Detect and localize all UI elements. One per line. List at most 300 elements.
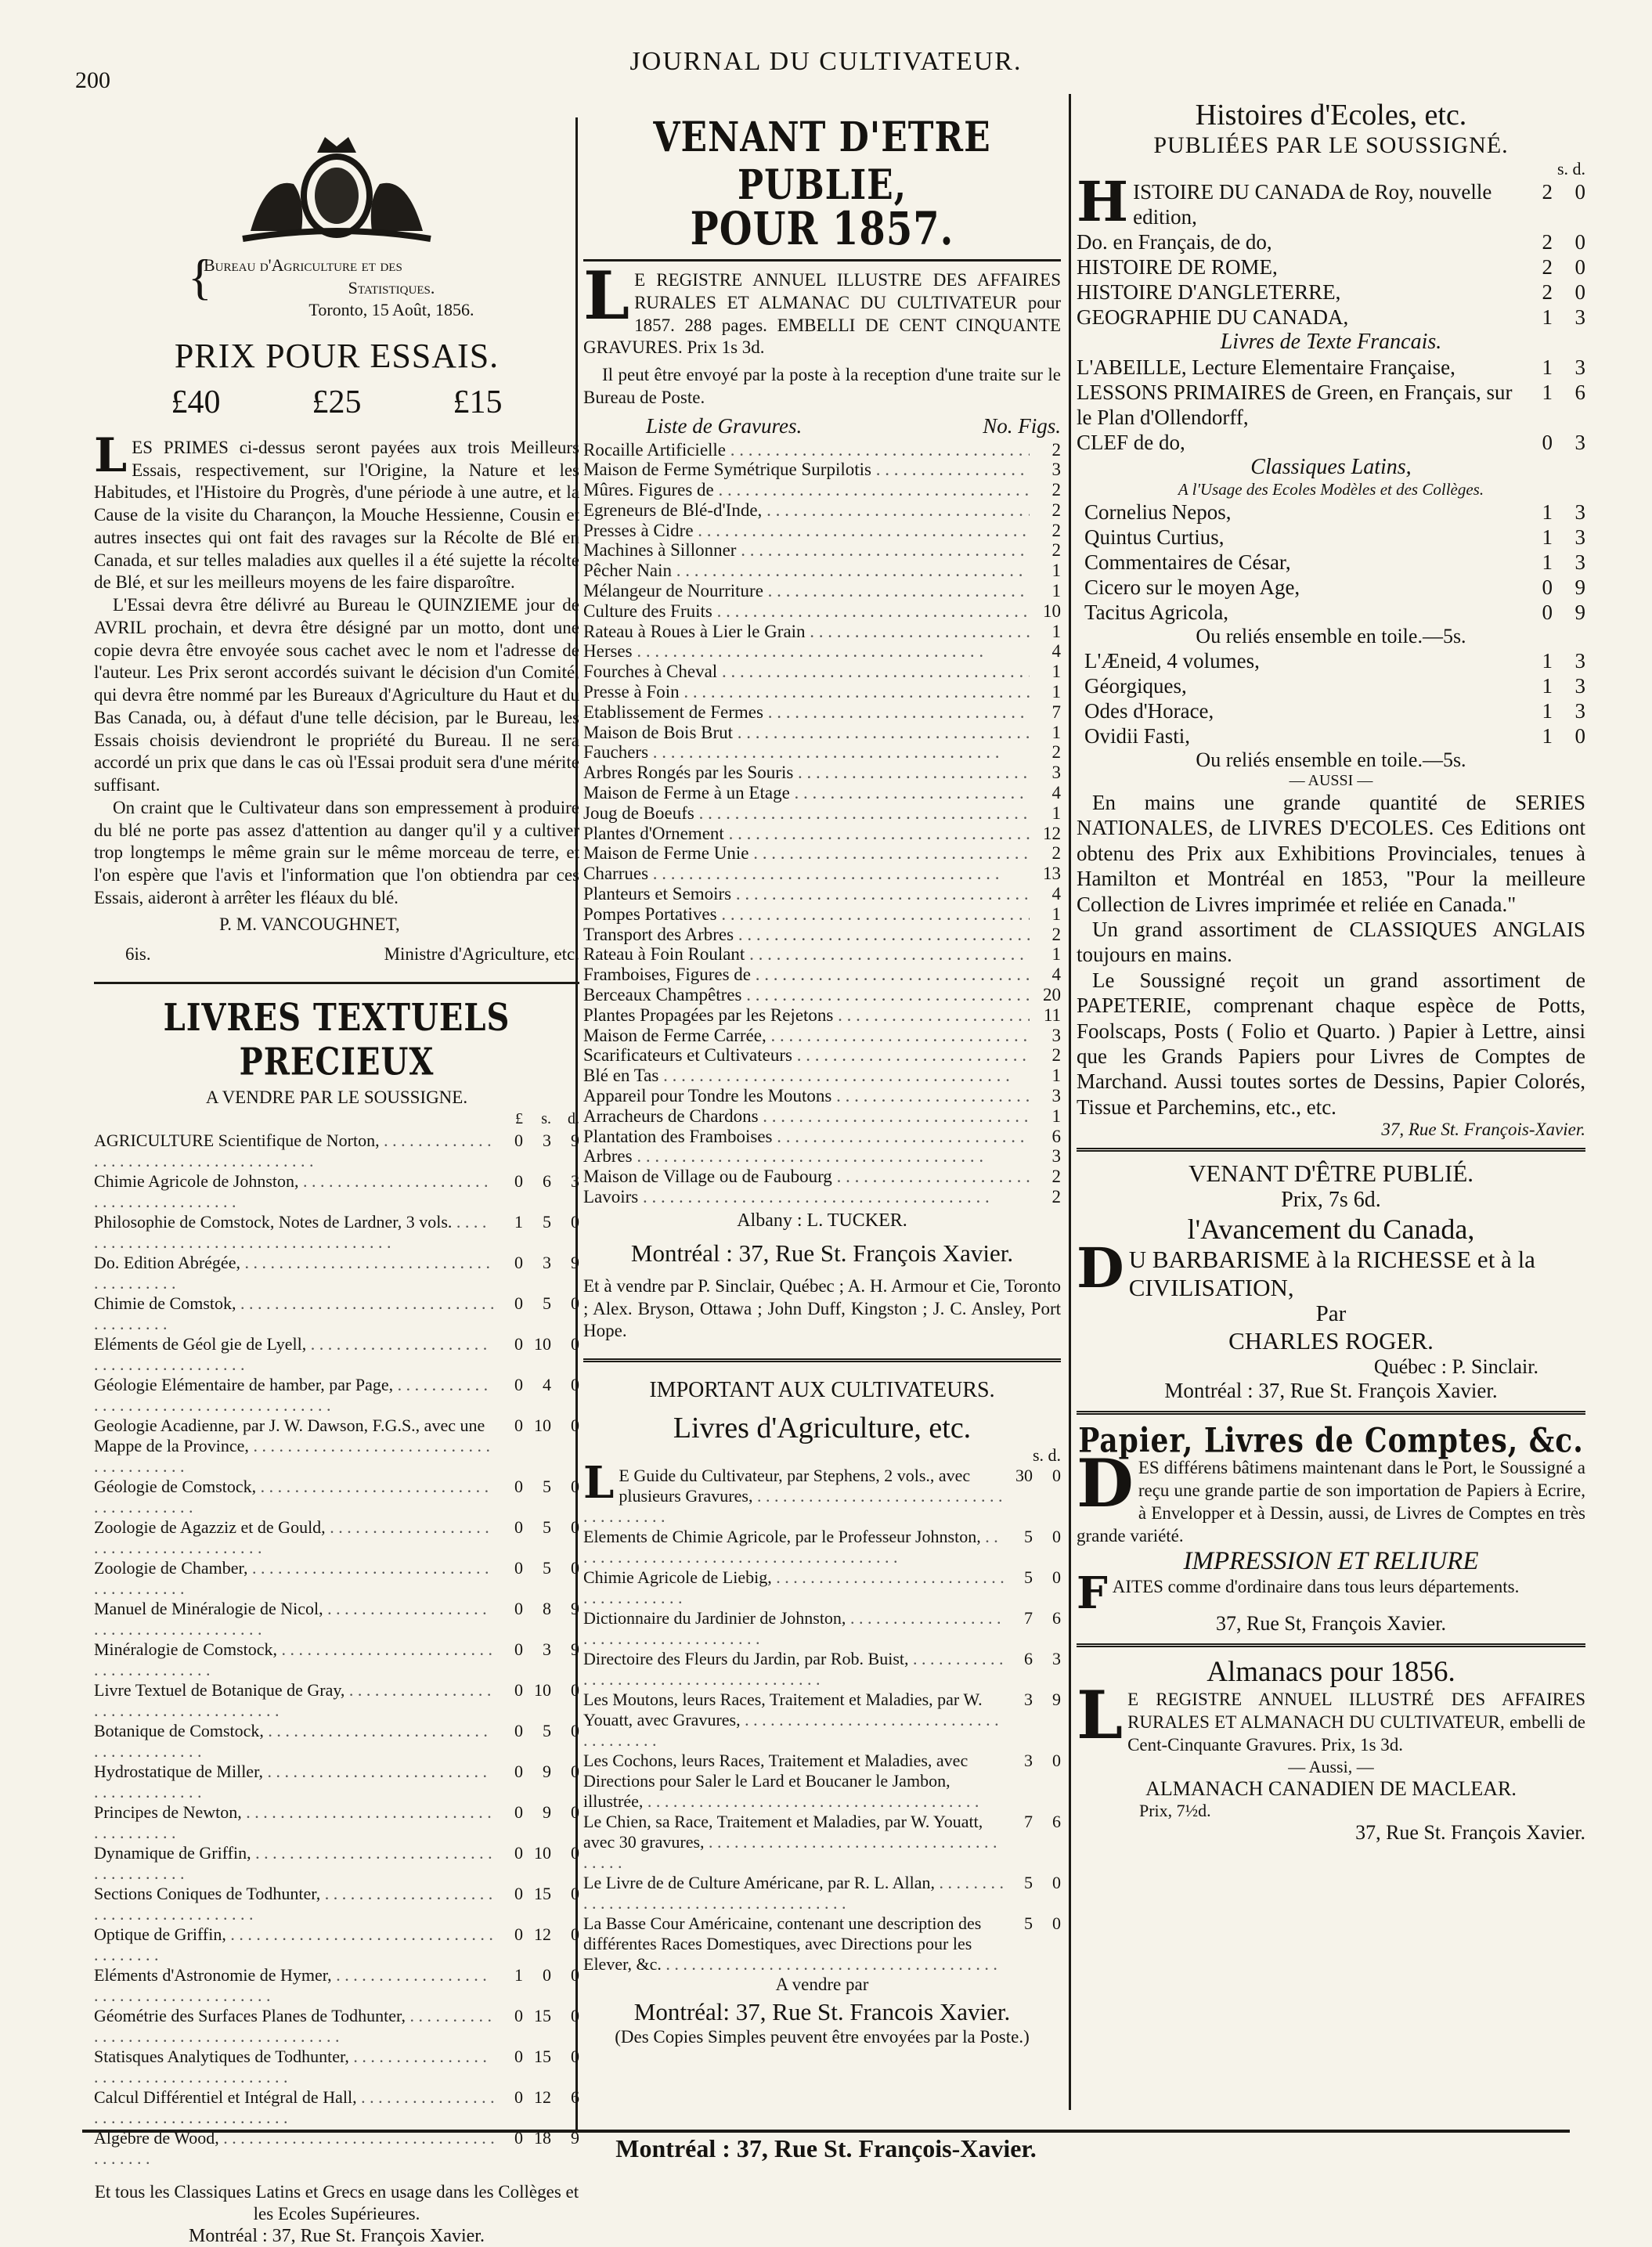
gravure-count: 4 xyxy=(1051,783,1061,803)
histoire-row xyxy=(1133,179,1585,229)
gravure-row xyxy=(583,500,1061,521)
agri-d: 0 xyxy=(1052,1751,1061,1771)
livres-s: 10 xyxy=(534,1415,551,1435)
latin-d: 3 xyxy=(1574,500,1585,524)
gravure-title: Framboises, Figures de . . . xyxy=(583,965,1030,985)
gravure-count: 2 xyxy=(1051,742,1061,763)
agri-s: 7 xyxy=(1024,1812,1033,1832)
gravure-title: Rateau à Foin Roulant . . . xyxy=(583,944,1030,965)
livres-title: Calcul Différentiel et Intégral de Hall, . . . xyxy=(94,2087,495,2128)
latin2-title: L'Æneid, 4 volumes, xyxy=(1084,649,1260,673)
livres-row xyxy=(94,2006,579,2047)
latin-sub: A l'Usage des Ecoles Modèles et des Collèges. xyxy=(1178,480,1484,499)
livres-l: 0 xyxy=(514,1170,523,1191)
livres-list xyxy=(94,1131,579,2169)
gravure-row xyxy=(583,1127,1061,1147)
page-number: 200 xyxy=(75,67,110,93)
faites-para xyxy=(1077,1567,1585,1620)
livres-d: 0 xyxy=(571,1761,579,1781)
dropcap: D xyxy=(1077,1235,1124,1301)
gravure-count: 1 xyxy=(1051,682,1061,702)
agri-d: 0 xyxy=(1052,1527,1061,1547)
livres-title: Eléments d'Astronomie de Hymer, . . . xyxy=(94,1965,495,2006)
livres-title: Géométrie des Surfaces Planes de Todhunter, . . . xyxy=(94,2006,495,2047)
livres-title: Chimie Agricole de Johnston, . . . xyxy=(94,1171,495,1212)
gravure-title: Lavoirs . . . xyxy=(583,1187,1030,1207)
gravure-title: Rocaille Artificielle . . . xyxy=(583,440,1030,460)
gravure-row xyxy=(583,742,1061,763)
agri-list xyxy=(583,1466,1061,1975)
agri-row xyxy=(583,1690,1061,1751)
livres-d: 0 xyxy=(571,1374,579,1394)
livres-d: 9 xyxy=(571,1639,579,1659)
journal-title: JOURNAL DU CULTIVATEUR. xyxy=(629,47,1023,76)
gravure-count: 11 xyxy=(1043,1004,1061,1025)
gravure-row xyxy=(583,521,1061,541)
histoires-subtitle: PUBLIÉES PAR LE SOUSSIGNÉ. xyxy=(1153,132,1509,158)
livres-title: Statisques Analytiques de Todhunter, . . . xyxy=(94,2047,495,2087)
sign-right: Ministre d'Agriculture, etc. xyxy=(384,943,579,964)
livres-row xyxy=(94,1680,579,1721)
col-l: £ xyxy=(515,1109,523,1127)
livres-d: 6 xyxy=(571,2086,579,2107)
almanacs-title: Almanacs pour 1856. xyxy=(1207,1656,1455,1689)
gravure-title: Maison de Ferme Carrée, . . . xyxy=(583,1026,1030,1046)
gravure-title: Pêcher Nain . . . xyxy=(583,561,1030,581)
livres-cols xyxy=(94,1108,579,1131)
agri-row xyxy=(583,1812,1061,1873)
livres-s: 9 xyxy=(543,1761,551,1781)
gravure-count: 20 xyxy=(1043,985,1061,1005)
barbarisme xyxy=(1077,1235,1585,1301)
latin-title: Cicero sur le moyen Age, xyxy=(1084,575,1300,599)
gravure-count: 1 xyxy=(1051,722,1061,742)
latin-d: 3 xyxy=(1574,550,1585,574)
livres-s: 3 xyxy=(543,1252,551,1272)
latin2-d: 3 xyxy=(1574,649,1585,673)
livres-row xyxy=(94,1762,579,1802)
agri-title: Dictionnaire du Jardinier de Johnston, . . . xyxy=(583,1608,1005,1649)
livres-l: 0 xyxy=(514,1293,523,1313)
livres-row xyxy=(94,1843,579,1884)
livres-l: 0 xyxy=(514,1842,523,1863)
dropcap: L xyxy=(1077,1676,1124,1755)
gravure-count: 1 xyxy=(1051,581,1061,601)
gravure-title: Mélangeur de Nourriture . . . xyxy=(583,581,1030,601)
albany: Albany : L. TUCKER. xyxy=(737,1210,907,1231)
livres-d: 0 xyxy=(571,1842,579,1863)
sellers: Et à vendre par P. Sinclair, Québec ; A. H. Armour et Cie, Toronto ; Alex. Bryson, Ottawa ; John Duff, Kingston ; J. C. Ansley, Port Hope. xyxy=(583,1275,1061,1341)
gravure-count: 2 xyxy=(1051,500,1061,520)
livres-row xyxy=(94,1721,579,1762)
gravure-title: Rateau à Roues à Lier le Grain . . . xyxy=(583,622,1030,642)
para-text: E REGISTRE ANNUEL ILLUSTRÉ DES AFFAIRES RURALES ET ALMANACH DU CULTIVATEUR, embelli de Cent-Cinquante Gravures. Prix, 1s 3d. xyxy=(1127,1690,1585,1755)
livres-d: 0 xyxy=(571,1211,579,1232)
almanacs-para xyxy=(1077,1676,1585,1756)
gravure-count: 1 xyxy=(1051,662,1061,682)
livres-s: 10 xyxy=(534,1333,551,1354)
gravure-row xyxy=(583,540,1061,561)
bracket: { xyxy=(188,249,212,305)
livres-title: Botanique de Comstock, . . . xyxy=(94,1721,495,1762)
dropcap: L xyxy=(583,1466,615,1509)
agri-d: 6 xyxy=(1052,1812,1061,1832)
gravure-count: 3 xyxy=(1051,1025,1061,1045)
agri-row xyxy=(583,1527,1061,1567)
livres-s: 18 xyxy=(534,2127,551,2148)
livres-d: 0 xyxy=(571,1476,579,1496)
gravure-row xyxy=(583,440,1061,460)
address-3: 37, Rue St, François Xavier. xyxy=(1216,1612,1446,1636)
livres-l: 1 xyxy=(514,1211,523,1232)
venant-publie: VENANT D'ÊTRE PUBLIÉ. xyxy=(1188,1160,1474,1188)
gravure-row xyxy=(583,864,1061,884)
gravure-row xyxy=(583,1167,1061,1187)
livres-row xyxy=(94,1802,579,1843)
texte-d: 3 xyxy=(1574,431,1585,454)
gravure-count: 2 xyxy=(1051,924,1061,944)
gravure-title: Mûres. Figures de . . . xyxy=(583,480,1030,500)
livres-l: 0 xyxy=(514,2046,523,2066)
livres-d: 0 xyxy=(571,1517,579,1537)
gravure-title: Fourches à Cheval . . . xyxy=(583,662,1030,682)
agri-title: Le Livre de de Culture Américane, par R. L. Allan, . . . xyxy=(583,1873,1005,1913)
livres-title: AGRICULTURE Scientifique de Norton, . . . xyxy=(94,1131,495,1171)
texte-s: 1 xyxy=(1542,355,1553,379)
gravure-count: 1 xyxy=(1051,944,1061,965)
gravure-row xyxy=(583,925,1061,945)
gravure-title: Pompes Portatives . . . xyxy=(583,904,1030,925)
agri-cols: s. d. xyxy=(1032,1445,1061,1466)
quebec: Québec : P. Sinclair. xyxy=(1373,1355,1538,1379)
livres-row xyxy=(94,1375,579,1416)
latin-d: 9 xyxy=(1574,601,1585,624)
gravure-row xyxy=(583,1066,1061,1086)
gravure-row xyxy=(583,480,1061,500)
agri-s: 5 xyxy=(1024,1913,1033,1934)
prix-amount: £25 xyxy=(312,384,362,420)
livres-footer: Et tous les Classiques Latins et Grecs en usage dans les Collèges et les Ecoles Supérieures. xyxy=(94,2181,579,2224)
par: Par xyxy=(1315,1301,1347,1327)
bureau-block xyxy=(188,249,579,322)
livres-title: Zoologie de Agazziz et de Gould, . . . xyxy=(94,1517,495,1558)
agri-row xyxy=(583,1873,1061,1913)
gravure-count: 4 xyxy=(1051,884,1061,904)
alm-aussi: — Aussi, — xyxy=(1288,1756,1374,1776)
gravure-row xyxy=(583,702,1061,723)
para-text: U BARBARISME à la RICHESSE et à la CIVILISATION, xyxy=(1128,1246,1535,1301)
divider xyxy=(583,1358,1061,1362)
gravures-head xyxy=(583,414,1061,438)
latin-row xyxy=(1084,600,1585,625)
signature: P. M. VANCOUGHNET, xyxy=(219,914,400,934)
texte-s: 1 xyxy=(1542,381,1553,404)
agri-s: 5 xyxy=(1024,1527,1033,1547)
address-4: 37, Rue St. François Xavier. xyxy=(1355,1820,1585,1844)
livres-title: Chimie de Comstok, . . . xyxy=(94,1293,495,1334)
histoires-cols: s. d. xyxy=(1556,159,1585,179)
livres-row xyxy=(94,2087,579,2128)
latin-title: Cornelius Nepos, xyxy=(1084,500,1232,524)
gravure-row xyxy=(583,622,1061,642)
gravure-row xyxy=(583,985,1061,1005)
gravure-row xyxy=(583,944,1061,965)
latin-row xyxy=(1084,500,1585,525)
livres-s: 5 xyxy=(543,1293,551,1313)
livres-l: 0 xyxy=(514,1517,523,1537)
gravure-title: Plantes Propagées par les Rejetons . . . xyxy=(583,1005,1030,1026)
papier-title: Papier, Livres de Comptes, &c. xyxy=(1078,1421,1584,1461)
column-rule-right xyxy=(1069,94,1071,2110)
agri-address: Montréal: 37, Rue St. Francois Xavier. xyxy=(633,1998,1011,2026)
footer-address: Montréal : 37, Rue St. François-Xavier. xyxy=(615,2134,1037,2162)
histoire-row xyxy=(1077,254,1585,280)
livres-l: 0 xyxy=(514,1333,523,1354)
livres-d: 0 xyxy=(571,1720,579,1740)
agri-s: 6 xyxy=(1024,1649,1033,1669)
livres-row xyxy=(94,1253,579,1293)
livres-d: 0 xyxy=(571,2046,579,2066)
bureau-line1: Bureau d'Agriculture et des xyxy=(204,255,402,275)
gravures-list xyxy=(583,440,1061,1207)
gravure-row xyxy=(583,723,1061,743)
livres-s: 5 xyxy=(543,1720,551,1740)
dropcap: D xyxy=(1077,1444,1134,1523)
livres-d: 3 xyxy=(571,1170,579,1191)
livres-row xyxy=(94,1293,579,1334)
livres-s: 0 xyxy=(543,1964,551,1985)
histoire-s: 1 xyxy=(1542,305,1553,329)
gravure-title: Maison de Village ou de Faubourg . . . xyxy=(583,1167,1030,1187)
divider xyxy=(1077,1643,1585,1647)
livres-d: 0 xyxy=(571,1293,579,1313)
livres-title: Géologie de Comstock, . . . xyxy=(94,1477,495,1517)
author: CHARLES ROGER. xyxy=(1228,1327,1434,1355)
histoire-d: 0 xyxy=(1574,280,1585,304)
livres-d: 9 xyxy=(571,1130,579,1150)
latin2-d: 3 xyxy=(1574,674,1585,698)
gravure-row xyxy=(583,641,1061,662)
histoires-title: Histoires d'Ecoles, etc. xyxy=(1195,99,1467,132)
agri-d: 0 xyxy=(1052,1567,1061,1588)
gravure-title: Appareil pour Tondre les Moutons . . . xyxy=(583,1086,1030,1106)
gravure-title: Maison de Bois Brut . . . xyxy=(583,723,1030,743)
gravure-title: Maison de Ferme Unie . . . xyxy=(583,843,1030,864)
histoire-title: HISTOIRE DE ROME, xyxy=(1077,255,1278,279)
relies-2: Ou reliés ensemble en toile.—5s. xyxy=(1196,748,1466,771)
livres-title: Minéralogie de Comstock, . . . xyxy=(94,1639,495,1680)
livres-l: 0 xyxy=(514,1679,523,1700)
gravure-title: Maison de Ferme Symétrique Surpilotis . . . xyxy=(583,460,1030,480)
bureau-line2: Statistiques. xyxy=(348,277,435,298)
gravure-count: 10 xyxy=(1043,601,1061,621)
latin-d: 3 xyxy=(1574,525,1585,549)
livres-row xyxy=(94,1599,579,1639)
livres-title: Manuel de Minéralogie de Nicol, . . . xyxy=(94,1599,495,1639)
texte-row xyxy=(1077,380,1585,430)
gravure-count: 6 xyxy=(1051,1126,1061,1146)
livres-l: 0 xyxy=(514,1415,523,1435)
agri-s: 5 xyxy=(1024,1567,1033,1588)
agri-title: Le Chien, sa Race, Traitement et Maladies, par W. Youatt, avec 30 gravures, . . . xyxy=(583,1812,1005,1873)
gravure-title: Herses . . . xyxy=(583,641,1030,662)
col-d: d. xyxy=(568,1109,579,1127)
agri-d: 6 xyxy=(1052,1608,1061,1628)
gravure-row xyxy=(583,460,1061,480)
livres-s: 5 xyxy=(543,1517,551,1537)
divider xyxy=(1077,1148,1585,1152)
livres-d: 0 xyxy=(571,1964,579,1985)
histoire-row xyxy=(1077,305,1585,330)
histoire-s: 2 xyxy=(1542,255,1553,279)
livres-row xyxy=(94,1639,579,1680)
gravure-count: 3 xyxy=(1051,460,1061,480)
gravure-count: 1 xyxy=(1051,903,1061,924)
gravure-row xyxy=(583,1026,1061,1046)
texte-title: LESSONS PRIMAIRES de Green, en Français, sur le Plan d'Ollendorff, xyxy=(1077,381,1513,429)
gravure-row xyxy=(583,803,1061,824)
latin-head: Classiques Latins, xyxy=(1250,455,1412,479)
gravure-title: Machines à Sillonner . . . xyxy=(583,540,1030,561)
histoire-s: 2 xyxy=(1542,180,1553,204)
livres-s: 12 xyxy=(534,1924,551,1944)
gravure-count: 2 xyxy=(1051,1045,1061,1066)
livres-s: 10 xyxy=(534,1679,551,1700)
agri-title: Les Moutons, leurs Races, Traitement et Maladies, par W. Youatt, avec Gravures, . . . xyxy=(583,1690,1005,1751)
livres-d: 0 xyxy=(571,2005,579,2025)
gravure-row xyxy=(583,1187,1061,1207)
livres-title: Livre Textuel de Botanique de Gray, . . . xyxy=(94,1680,495,1721)
prix-amounts xyxy=(125,384,548,421)
gravure-row xyxy=(583,763,1061,783)
gravure-row xyxy=(583,662,1061,682)
registre-intro xyxy=(583,257,1061,359)
histoire-d: 0 xyxy=(1574,180,1585,204)
livres-title: Optique de Griffin, . . . xyxy=(94,1924,495,1965)
agri-title: Chimie Agricole de Liebig, . . . xyxy=(583,1567,1005,1608)
gravure-count: 1 xyxy=(1051,1105,1061,1126)
latin-list xyxy=(1077,500,1585,625)
gravure-count: 2 xyxy=(1051,843,1061,864)
texte-head: Livres de Texte Francais. xyxy=(1220,330,1442,354)
livres-title: Geologie Acadienne, par J. W. Dawson, F.G.S., avec une Mappe de la Province, . . . xyxy=(94,1416,495,1477)
gravure-row xyxy=(583,1146,1061,1167)
agri-d: 3 xyxy=(1052,1649,1061,1669)
agri-s: 7 xyxy=(1024,1608,1033,1628)
gravure-row xyxy=(583,1106,1061,1127)
col-s: s. xyxy=(541,1109,551,1127)
para-text: E REGISTRE ANNUEL ILLUSTRE DES AFFAIRES RURALES ET ALMANAC DU CULTIVATEUR pour 1857. 288 pages. EMBELLI DE CENT CINQUANTE GRAVURES. Prix 1s 3d. xyxy=(583,270,1061,358)
histoire-d: 0 xyxy=(1574,255,1585,279)
livres-s: 8 xyxy=(543,1598,551,1618)
venant-prix: Prix, 7s 6d. xyxy=(1281,1188,1381,1213)
livres-title: Géologie Elémentaire de hamber, par Page, . . . xyxy=(94,1375,495,1416)
pour-1857: POUR 1857. xyxy=(690,203,954,256)
livres-l: 0 xyxy=(514,1598,523,1618)
latin2-s: 1 xyxy=(1542,699,1553,723)
gravures-head-right: No. Figs. xyxy=(983,413,1061,438)
gravure-count: 13 xyxy=(1043,864,1061,884)
texte-list xyxy=(1077,355,1585,455)
papier-para xyxy=(1077,1444,1585,1547)
gravure-count: 2 xyxy=(1051,439,1061,460)
livres-row xyxy=(94,1131,579,1171)
latin-d: 9 xyxy=(1574,575,1585,599)
agri-note: (Des Copies Simples peuvent être envoyées par la Poste.) xyxy=(615,2027,1030,2047)
livres-d: 0 xyxy=(571,1679,579,1700)
dropcap: L xyxy=(94,427,128,483)
para-text: AITES comme d'ordinaire dans tous leurs départements. xyxy=(1112,1577,1520,1597)
livres-l: 0 xyxy=(514,1639,523,1659)
agri-row xyxy=(583,1608,1061,1649)
gravure-count: 3 xyxy=(1051,763,1061,783)
livres-s: 5 xyxy=(543,1557,551,1578)
gravure-row xyxy=(583,1045,1061,1066)
livres-subtitle: A VENDRE PAR LE SOUSSIGNE. xyxy=(205,1087,468,1107)
latin-title: Tacitus Agricola, xyxy=(1084,601,1229,624)
prix-amount: £15 xyxy=(453,384,503,420)
latin2-d: 0 xyxy=(1574,724,1585,748)
para-text: ES PRIMES ci-dessus seront payées aux trois Meilleurs Essais, respectivement, sur l'Origine, la Nature et les Habitudes, et l'Histoire du Progrès, d'une période à une autre, et la Cause de la visite du Charançon, la Mouche Hessienne, Cousin et autres insectes qui ont fait des ravages sur la Récolte de Blé en Canada, et sur telles maladies aux quelles il a été sujette la récolte de Blé, et sur les meilleurs moyens de les faire disparoître. xyxy=(94,437,579,593)
texte-row xyxy=(1077,430,1585,455)
histoire-d: 0 xyxy=(1574,230,1585,254)
column-2 xyxy=(583,98,1061,2049)
livres-l: 0 xyxy=(514,1761,523,1781)
livres-row xyxy=(94,1558,579,1599)
livres-s: 5 xyxy=(543,1211,551,1232)
gravure-count: 1 xyxy=(1051,561,1061,581)
latin2-s: 1 xyxy=(1542,674,1553,698)
gravure-row xyxy=(583,965,1061,985)
livres-d: 0 xyxy=(571,1924,579,1944)
gravure-count: 1 xyxy=(1051,1066,1061,1086)
latin2-row xyxy=(1084,723,1585,748)
livres-row xyxy=(94,2047,579,2087)
texte-s: 0 xyxy=(1542,431,1553,454)
histoire-title: HISTOIRE D'ANGLETERRE, xyxy=(1077,280,1341,304)
gravure-title: Culture des Fruits . . . xyxy=(583,601,1030,622)
latin2-row xyxy=(1084,648,1585,673)
latin2-s: 1 xyxy=(1542,724,1553,748)
gravure-title: Planteurs et Semoirs . . . xyxy=(583,884,1030,904)
agri-title: La Basse Cour Américaine, contenant une description des différentes Races Domestiques, avec Directions pour les Elever, &c. . . . xyxy=(583,1913,1005,1975)
gravure-row xyxy=(583,843,1061,864)
address: Montréal : 37, Rue St. François Xavier. xyxy=(630,1239,1014,1267)
livres-title: Dynamique de Griffin, . . . xyxy=(94,1843,495,1884)
divider xyxy=(1077,1411,1585,1415)
livres-row xyxy=(94,1416,579,1477)
gravure-title: Plantation des Framboises . . . xyxy=(583,1127,1030,1147)
latin-s: 0 xyxy=(1542,575,1553,599)
latin-s: 1 xyxy=(1542,500,1553,524)
gravure-title: Arbres . . . xyxy=(583,1146,1030,1167)
latin-title: Commentaires de César, xyxy=(1084,550,1291,574)
agri-d: 9 xyxy=(1052,1690,1061,1710)
livres-s: 10 xyxy=(534,1842,551,1863)
latin-row xyxy=(1084,550,1585,575)
impression-title: IMPRESSION ET RELIURE xyxy=(1183,1547,1479,1576)
gravure-title: Scarificateurs et Cultivateurs . . . xyxy=(583,1045,1030,1066)
gravures-head-left: Liste de Gravures. xyxy=(646,413,803,438)
prix-para2: L'Essai devra être délivré au Bureau le QUINZIEME jour de AVRIL prochain, et devra être désigné par un motto, dont une copie devra être envoyée sous cachet avec le nom et l'adresse de l'auteur. Les Prix seront accordés suivant le décision d'un Comité, qui devra être nommé par les Bureaux d'Agriculture du Haut et du Bas Canada, ou, à défaut d'une telle décision, par le Bureau, les Essais choisis deviendront le propriété du Bureau. Il ne sera accordé un prix que dans le cas où l'Essai produit sera d'une mérite suffisant. xyxy=(94,595,579,795)
gravure-count: 2 xyxy=(1051,520,1061,540)
agri-d: 0 xyxy=(1052,1873,1061,1893)
gravure-row xyxy=(583,824,1061,844)
para-text: ES différens bâtimens maintenant dans le Port, le Soussigné a reçu une grande partie de son importation de Papiers à Ecrire, à Envelopper et à Dessin, aussi, de Livres de Comptes en très grande variété. xyxy=(1077,1458,1585,1545)
livres-title: Hydrostatique de Miller, . . . xyxy=(94,1762,495,1802)
agri-s: 3 xyxy=(1024,1751,1033,1771)
gravure-count: 2 xyxy=(1051,1186,1061,1206)
